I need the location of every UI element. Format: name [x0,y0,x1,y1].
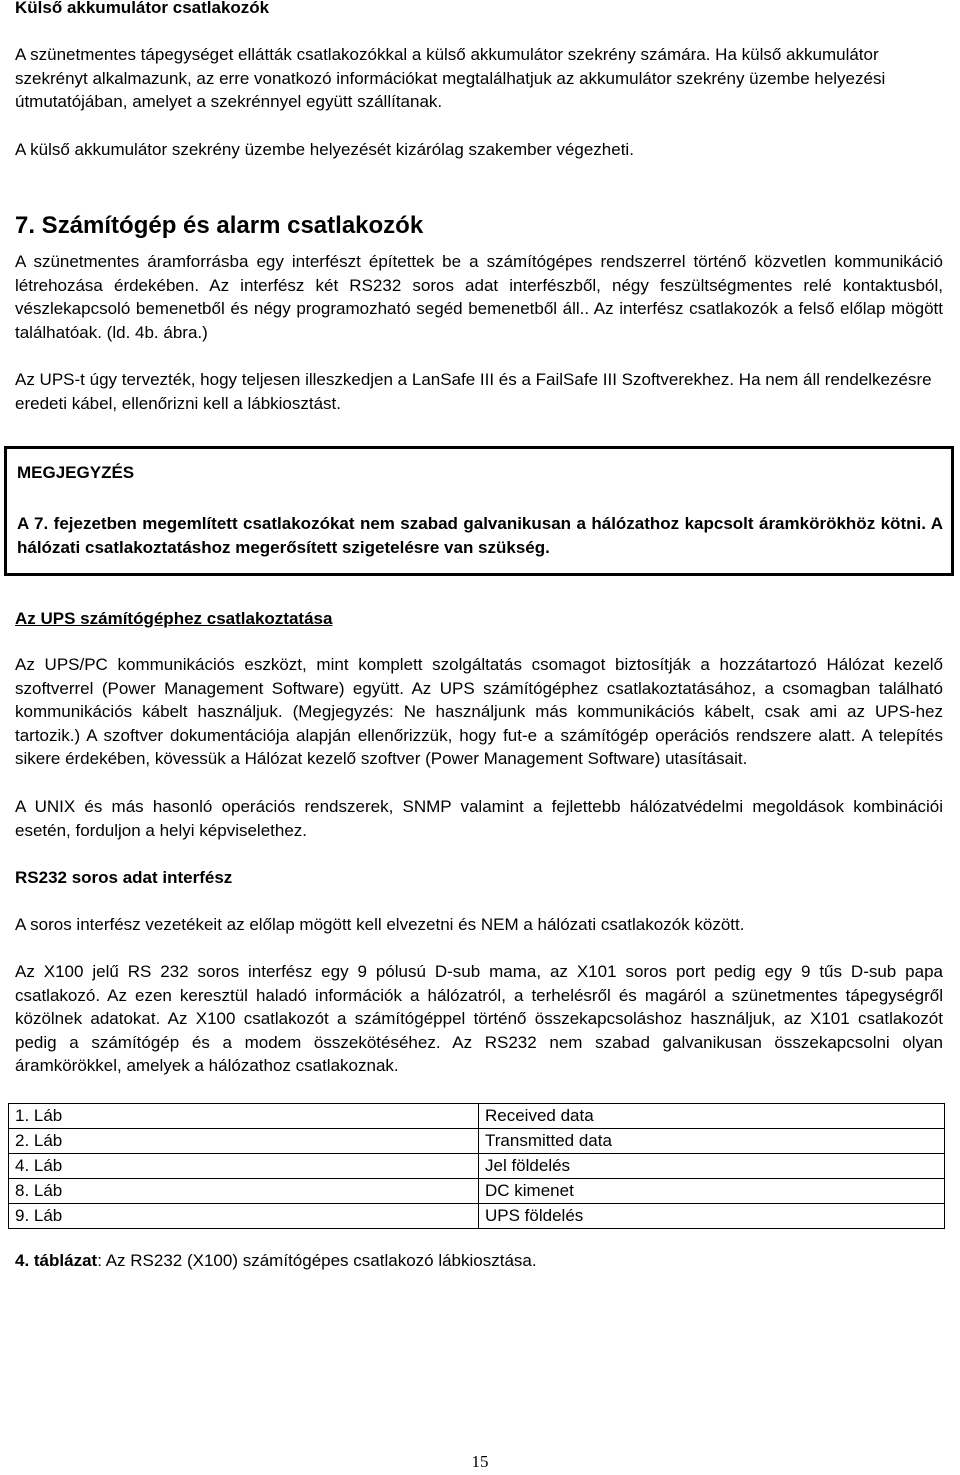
rs232-paragraph-2: Az X100 jelű RS 232 soros interfész egy 9 pólusú D-sub mama, az X101 soros port pedig egy 9 tűs D-sub papa csatlakozó. Az ezen keresztül haladó információk a hálózatról, a terhelésről és magáról a szünetmentes tápegységről közölnek adatokat. Az X100 csatlakozót a számítógéppel történő összekapcsoláshoz használjuk, az X101 csatlakozót pedig a számítógép és a modem összekötéséhez. Az RS232 nem szabad galvanikusan összekapcsolni olyan áramkörökkel, amelyek a hálózathoz csatlakoznak. [15,962,943,1075]
note-box [4,446,954,576]
table-caption [15,1251,537,1271]
pin-cell: 8. Láb [9,1179,479,1204]
external-battery-warning: A külső akkumulátor szekrény üzembe helyezését kizárólag szakember végezheti. [15,140,634,159]
note-body: A 7. fejezetben megemlített csatlakozókat nem szabad galvanikusan a hálózathoz kapcsolt áramkörökhöz kötni. A hálózati csatlakoztatáshoz megerősített szigetelésre van szükség. [17,514,943,557]
table-row [9,1154,945,1179]
ups-pc-connection-paragraph-1: Az UPS/PC kommunikációs eszközt, mint komplett szolgáltatás csomagot biztosítják a hozzátartozó Hálózat kezelő szoftverrel (Power Management Software) együtt. Az UPS számítógéphez csatlakoztatásához, a csomagban található kommunikációs kábelt használjuk. (Megjegyzés: Ne használjunk más kommunikációs kábelt, csak ami az UPS-hez tartozik.) A szoftver dokumentációja alapján ellenőrizzük, hogy fut-e a számítógép operációs rendszere alatt. A telepítés sikere érdekében, kövessük a Hálózat kezelő szoftver (Power Management Software) utasításait. [15,655,943,768]
signal-cell: Transmitted data [479,1129,945,1154]
pin-cell: 2. Láb [9,1129,479,1154]
table-row [9,1129,945,1154]
table-row [9,1204,945,1229]
pin-cell: 4. Láb [9,1154,479,1179]
rs232-heading: RS232 soros adat interfész [15,868,233,887]
table-caption-label: 4. táblázat [15,1251,98,1270]
signal-cell: DC kimenet [479,1179,945,1204]
rs232-paragraph-1: A soros interfész vezetékeit az előlap mögött kell elvezetni és NEM a hálózati csatlakozók között. [15,915,745,934]
section-7-heading: 7. Számítógép és alarm csatlakozók [15,212,424,239]
note-title: MEGJEGYZÉS [17,463,135,482]
table-row [9,1104,945,1129]
page-number: 15 [471,1452,489,1471]
section-7-paragraph-1: A szünetmentes áramforrásba egy interfészt építettek be a számítógépes rendszerrel történő közvetlen kommunikáció létrehozása érdekében. Az interfész két RS232 soros adat interfészből, négy feszültségmentes relé kontaktusból, vészlekapcsoló bemenetből és négy programozható segéd bemenetből áll.. Az interfész csatlakozók a felső előlap mögött találhatóak. (ld. 4b. ábra.) [15,252,943,342]
table-row [9,1179,945,1204]
signal-cell: Received data [479,1104,945,1129]
signal-cell: UPS földelés [479,1204,945,1229]
pin-cell: 9. Láb [9,1204,479,1229]
signal-cell: Jel földelés [479,1154,945,1179]
external-battery-heading: Külső akkumulátor csatlakozók [15,0,270,17]
pinout-table [8,1103,945,1229]
ups-pc-connection-paragraph-2: A UNIX és más hasonló operációs rendszerek, SNMP valamint a fejlettebb hálózatvédelmi megoldások kombinációi esetén, forduljon a helyi képviselethez. [15,797,943,840]
pin-cell: 1. Láb [9,1104,479,1129]
external-battery-paragraph: A szünetmentes tápegységet ellátták csatlakozókkal a külső akkumulátor szekrény számára. Ha külső akkumulátor szekrényt alkalmazunk, az erre vonatkozó információkat megtalálhatjuk az akkumulátor szekrény üzembe helyezési útmutatójában, amelyet a szekrénnyel együtt szállítanak. [15,45,886,111]
section-7-paragraph-2: Az UPS-t úgy tervezték, hogy teljesen illeszkedjen a LanSafe III és a FailSafe III Szoftverekhez. Ha nem áll rendelkezésre eredeti kábel, ellenőrizni kell a lábkiosztást. [15,370,932,413]
ups-pc-connection-heading: Az UPS számítógéphez csatlakoztatása [15,609,333,628]
table-caption-text: : Az RS232 (X100) számítógépes csatlakozó lábkiosztása. [97,1251,537,1270]
